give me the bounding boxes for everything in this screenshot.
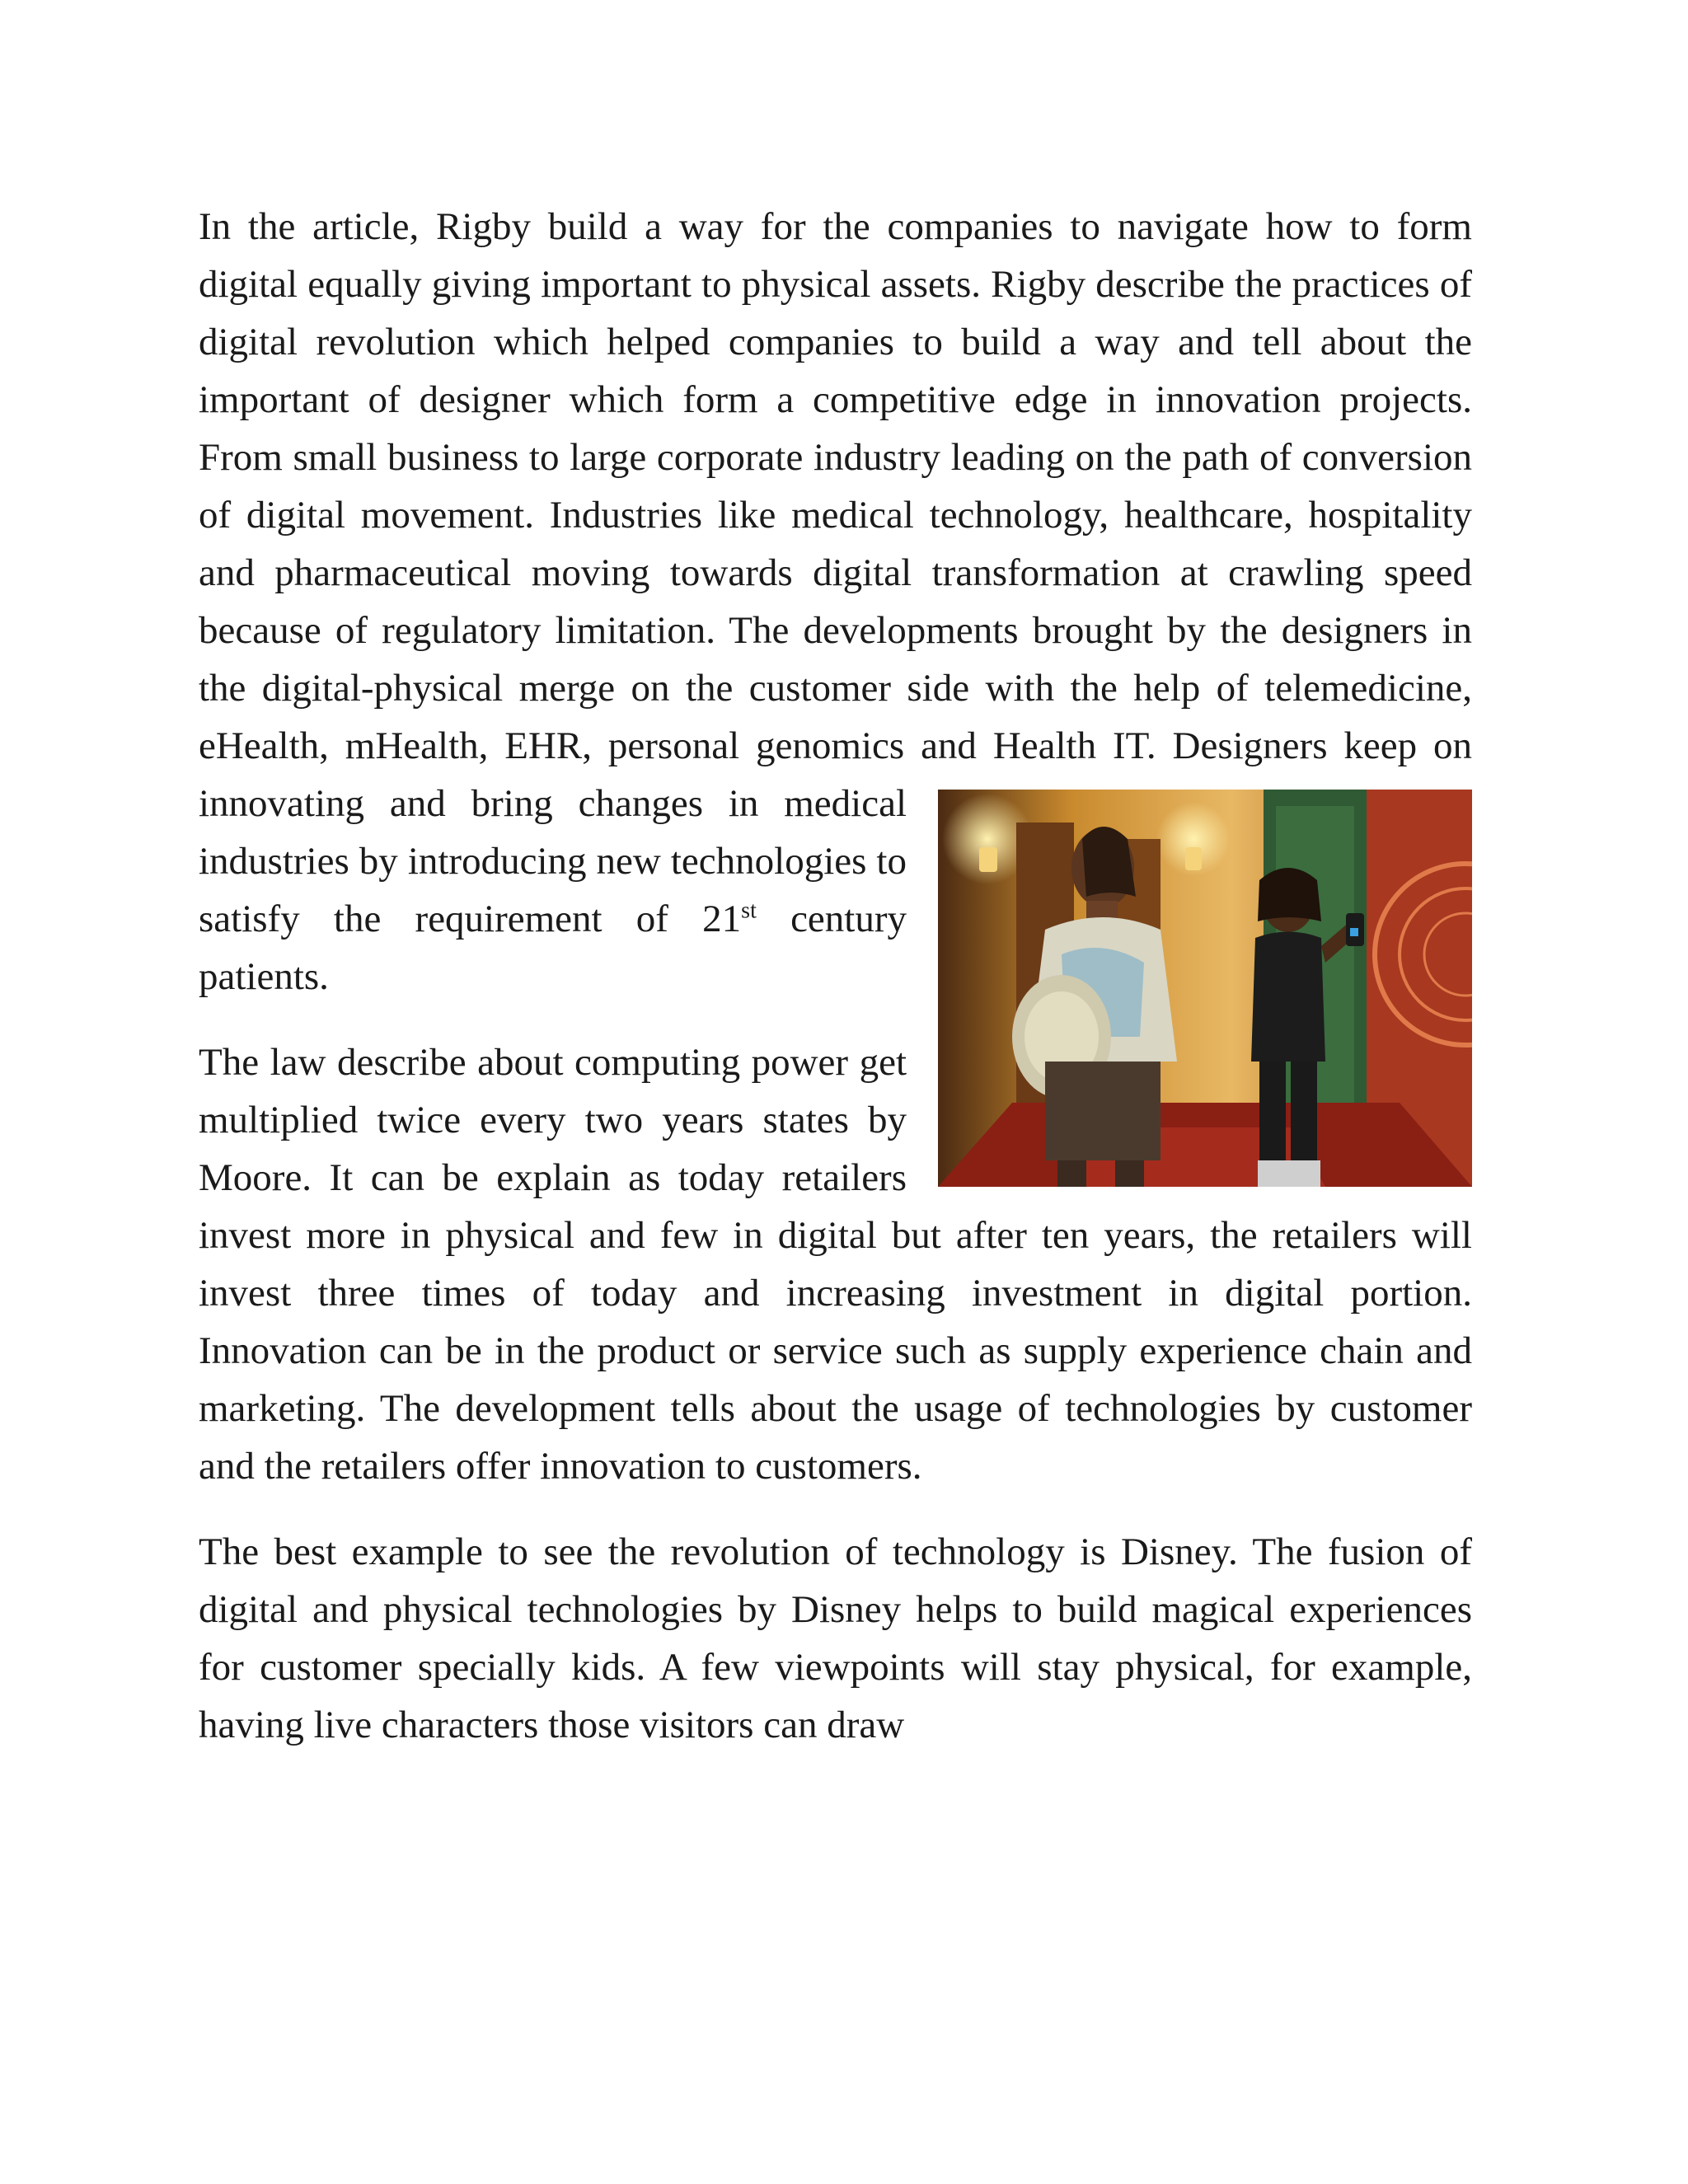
paragraph-1-wrapped-start: Health IT. Designers keep on innovating and bring changes in medical industries by introducing new technologies to satisfy the requirement of 21 bbox=[199, 724, 1472, 940]
superscript: st bbox=[741, 898, 757, 924]
document-body bbox=[199, 198, 1472, 1754]
paragraph-1-wrapped-end: century patients. bbox=[199, 898, 907, 998]
paragraph-1 bbox=[199, 198, 1472, 1005]
photo-woman-and-girl-hotel-door-icon bbox=[938, 790, 1472, 1187]
paragraph-3: The best example to see the revolution of technology is Disney. The fusion of digital and physical technologies by Disney helps to build magical experiences for customer specially kids. A few viewpoints will stay physical, for example, having live characters those visitors can draw bbox=[199, 1530, 1472, 1746]
paragraph-2: The law describe about computing power get multiplied twice every two years states by Moore. It can be explain as today retailers invest more in physical and few in digital but after ten years, the retailers will invest three times of today and increasing investment in digital portion. Innovation can be in the product or service such as supply experience chain and marketing. The development tells about the usage of technologies by customer and the retailers offer innovation to customers. bbox=[199, 1041, 1472, 1488]
paragraph-1-text: In the article, Rigby build a way for the companies to navigate how to form digital equally giving important to physical assets. Rigby describe the practices of digital revolution which helped companies to build a way and tell about the important of designer which form a competitive edge in innovation projects. From small business to large corporate industry leading on the path of conversion of digital movement. Industries like medical technology, healthcare, hospitality and pharmaceutical moving towards digital transformation at crawling speed because of regulatory limitation. The developments brought by the designers in the digital-physical merge on the customer side with the help of telemedicine, eHealth, mHealth, EHR, personal genomics and bbox=[199, 205, 1472, 767]
